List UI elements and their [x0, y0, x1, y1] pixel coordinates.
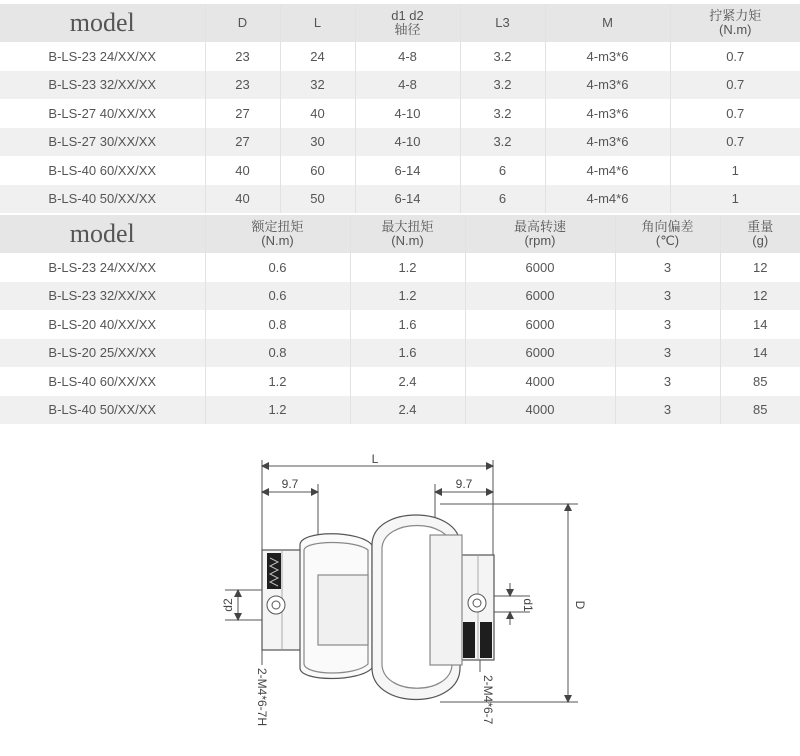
cell: 1.6 [350, 310, 465, 339]
cell: 1.6 [350, 339, 465, 368]
cell: 4-m4*6 [545, 156, 670, 185]
label-outer-d: D [573, 600, 587, 610]
cell: 27 [205, 128, 280, 157]
cell: 6000 [465, 339, 615, 368]
cell: 4-8 [355, 71, 460, 100]
cell: 3 [615, 253, 720, 282]
cell: 60 [280, 156, 355, 185]
cell: 0.7 [670, 71, 800, 100]
cell: 32 [280, 71, 355, 100]
cell: 4-m3*6 [545, 99, 670, 128]
cell: 4-m3*6 [545, 71, 670, 100]
cell: 0.6 [205, 282, 350, 311]
table-row [0, 71, 800, 100]
cell: 1.2 [350, 282, 465, 311]
cell: 3.2 [460, 71, 545, 100]
cell: 0.7 [670, 42, 800, 71]
cell: 6000 [465, 310, 615, 339]
cell: 14 [720, 339, 800, 368]
cell: 4-8 [355, 42, 460, 71]
cell: 4-m3*6 [545, 42, 670, 71]
cell: 3 [615, 396, 720, 425]
table-row [0, 42, 800, 71]
header-max-torque: 最大扭矩 (N.m) [350, 215, 465, 253]
cell: 6000 [465, 282, 615, 311]
cell: 23 [205, 71, 280, 100]
header-weight: 重量 (g) [720, 215, 800, 253]
cell: 4-m4*6 [545, 185, 670, 214]
cell: 1.2 [205, 396, 350, 425]
cell: 6-14 [355, 185, 460, 214]
cell: 3 [615, 339, 720, 368]
header-l3: L3 [460, 4, 545, 42]
cell-model: B-LS-40 60/XX/XX [0, 367, 205, 396]
cell: 4000 [465, 367, 615, 396]
cell: 6-14 [355, 156, 460, 185]
cell-model: B-LS-23 32/XX/XX [0, 71, 205, 100]
cell: 40 [205, 156, 280, 185]
cell: 3 [615, 282, 720, 311]
cell: 0.7 [670, 99, 800, 128]
table-row [0, 396, 800, 425]
label-l: L [371, 452, 379, 466]
cell: 27 [205, 99, 280, 128]
header-model: model [0, 215, 205, 253]
cell-model: B-LS-23 24/XX/XX [0, 253, 205, 282]
label-97-left: 9.7 [281, 477, 299, 491]
header-max-speed: 最高转速 (rpm) [465, 215, 615, 253]
cell: 6 [460, 185, 545, 214]
cell-model: B-LS-20 25/XX/XX [0, 339, 205, 368]
specs-table-dimensions [0, 4, 800, 213]
cell-model: B-LS-27 30/XX/XX [0, 128, 205, 157]
header-m: M [545, 4, 670, 42]
cell: 4-10 [355, 99, 460, 128]
cell: 2.4 [350, 396, 465, 425]
cell-model: B-LS-27 40/XX/XX [0, 99, 205, 128]
cell-model: B-LS-40 60/XX/XX [0, 156, 205, 185]
cell: 85 [720, 367, 800, 396]
cell-model: B-LS-40 50/XX/XX [0, 396, 205, 425]
cell: 0.8 [205, 339, 350, 368]
cell: 0.8 [205, 310, 350, 339]
table-row [0, 156, 800, 185]
header-rated-torque: 额定扭矩 (N.m) [205, 215, 350, 253]
table-row [0, 367, 800, 396]
cell: 1 [670, 156, 800, 185]
cell: 3 [615, 310, 720, 339]
table-row [0, 253, 800, 282]
cell: 30 [280, 128, 355, 157]
cell: 0.7 [670, 128, 800, 157]
table-row [0, 310, 800, 339]
cell: 1.2 [205, 367, 350, 396]
cell-model: B-LS-20 40/XX/XX [0, 310, 205, 339]
cell: 4-m3*6 [545, 128, 670, 157]
cell-model: B-LS-23 24/XX/XX [0, 42, 205, 71]
label-screw-right: 2-M4*6-7 [481, 675, 495, 725]
cell: 3.2 [460, 128, 545, 157]
header-model: model [0, 4, 205, 42]
table-row [0, 128, 800, 157]
label-97-right: 9.7 [455, 477, 473, 491]
label-screw-left: 2-M4*6-7H [255, 668, 269, 727]
cell: 3 [615, 367, 720, 396]
cell: 0.6 [205, 253, 350, 282]
header-tightening-torque: 拧紧力矩 (N.m) [670, 4, 800, 42]
specs-table-performance [0, 215, 800, 424]
header-d: D [205, 4, 280, 42]
label-d1: d1 [521, 598, 535, 612]
table-row [0, 339, 800, 368]
cell: 23 [205, 42, 280, 71]
label-d2: d2 [221, 598, 235, 612]
table-row [0, 185, 800, 214]
cell: 1.2 [350, 253, 465, 282]
cell: 3.2 [460, 99, 545, 128]
cell-model: B-LS-23 32/XX/XX [0, 282, 205, 311]
table-row [0, 99, 800, 128]
cell: 6 [460, 156, 545, 185]
cell-model: B-LS-40 50/XX/XX [0, 185, 205, 214]
cell: 1 [670, 185, 800, 214]
cell: 12 [720, 282, 800, 311]
cell: 85 [720, 396, 800, 425]
header-shaft-dia: d1 d2 轴径 [355, 4, 460, 42]
cell: 12 [720, 253, 800, 282]
header-angular-deviation: 角向偏差 (℃) [615, 215, 720, 253]
cell: 4-10 [355, 128, 460, 157]
cell: 3.2 [460, 42, 545, 71]
table-header-row [0, 4, 800, 42]
coupling-body [262, 515, 494, 700]
cell: 2.4 [350, 367, 465, 396]
cell: 4000 [465, 396, 615, 425]
cell: 14 [720, 310, 800, 339]
cell: 24 [280, 42, 355, 71]
cell: 40 [280, 99, 355, 128]
coupling-technical-drawing [0, 440, 800, 756]
cell: 40 [205, 185, 280, 214]
header-l: L [280, 4, 355, 42]
cell: 6000 [465, 253, 615, 282]
cell: 50 [280, 185, 355, 214]
table-header-row [0, 215, 800, 253]
table-row [0, 282, 800, 311]
